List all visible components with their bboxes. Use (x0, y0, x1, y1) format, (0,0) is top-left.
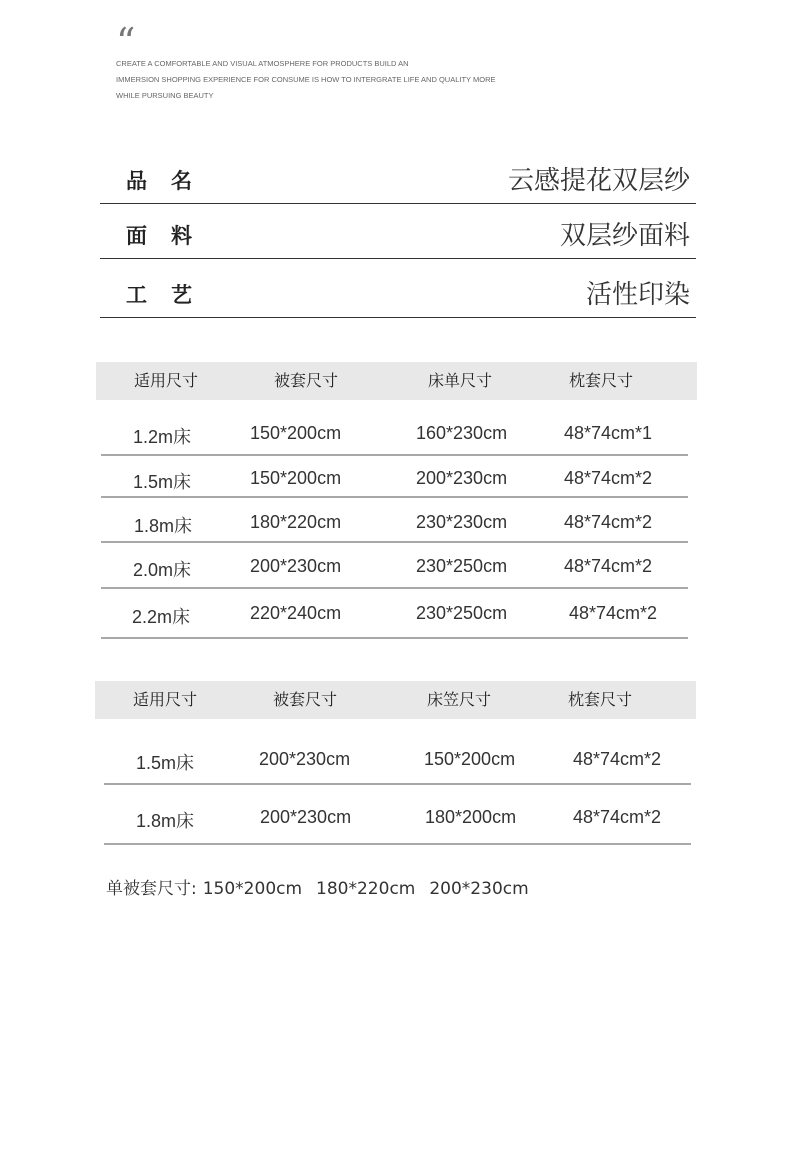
table-cell: 48*74cm*2 (564, 512, 653, 532)
spec-value: 云感提花双层纱 (507, 166, 690, 196)
spec-label: 品名 (126, 169, 216, 193)
column-header: 床笠尺寸 (427, 690, 492, 709)
table-cell: 220*240cm (250, 603, 342, 623)
table-cell: 160*230cm (416, 423, 508, 443)
intro-line: WHILE PURSUING BEAUTY (116, 91, 214, 100)
table-cell: 48*74cm*2 (564, 556, 653, 576)
table-cell: 180*200cm (425, 807, 517, 827)
table-cell: 200*230cm (250, 556, 342, 576)
table-cell: 200*230cm (260, 807, 352, 827)
table-cell: 180*220cm (250, 512, 342, 532)
table-cell: 2.2m床 (132, 607, 191, 627)
column-header: 床单尺寸 (428, 371, 493, 390)
spec-label: 面料 (126, 224, 216, 248)
table-cell: 48*74cm*2 (573, 749, 662, 769)
table-cell: 1.8m床 (134, 516, 193, 536)
table-row (101, 410, 688, 456)
quote-open-icon: “ (116, 20, 133, 64)
spec-row-craft (100, 258, 696, 318)
table-cell: 1.5m床 (136, 753, 195, 773)
table-cell: 230*230cm (416, 512, 508, 532)
column-header: 适用尺寸 (134, 371, 199, 390)
table-row (101, 498, 688, 543)
column-header: 枕套尺寸 (569, 371, 634, 390)
spec-row-fabric (100, 203, 696, 259)
table-cell: 48*74cm*2 (573, 807, 662, 827)
spec-value: 双层纱面料 (559, 221, 690, 251)
table-row (101, 589, 688, 639)
note-size: 200*230cm (429, 879, 529, 899)
intro-text (116, 56, 536, 104)
table-cell: 230*250cm (416, 603, 508, 623)
table-cell: 150*200cm (250, 468, 342, 488)
table-cell: 48*74cm*2 (564, 468, 653, 488)
table-cell: 150*200cm (250, 423, 342, 443)
spec-row-product-name (100, 150, 696, 204)
intro-line: IMMERSION SHOPPING EXPERIENCE FOR CONSUME IS HOW TO INTERGRATE LIFE AND QUALITY MORE (116, 75, 496, 84)
note-size: 150*200cm (202, 879, 303, 899)
column-header: 枕套尺寸 (568, 690, 633, 709)
single-duvet-sizes-note (106, 874, 543, 899)
table-cell: 1.2m床 (133, 427, 192, 447)
size-table-2-header (95, 681, 696, 719)
table-cell: 48*74cm*1 (564, 423, 653, 443)
spec-label: 工艺 (126, 283, 216, 307)
table-row (101, 456, 688, 498)
table-cell: 150*200cm (424, 749, 516, 769)
column-header: 适用尺寸 (133, 690, 198, 709)
table-cell: 1.5m床 (133, 472, 192, 492)
table-cell: 200*230cm (416, 468, 508, 488)
column-header: 被套尺寸 (273, 690, 338, 709)
table-cell: 200*230cm (259, 749, 351, 769)
table-cell: 1.8m床 (136, 811, 195, 831)
table-cell: 48*74cm*2 (569, 603, 658, 623)
table-row (104, 785, 691, 845)
table-row (104, 733, 691, 785)
column-header: 被套尺寸 (274, 371, 339, 390)
note-label: 单被套尺寸: (106, 879, 197, 899)
intro-line: CREATE A COMFORTABLE AND VISUAL ATMOSPHERE FOR PRODUCTS BUILD AN (116, 59, 409, 68)
spec-value: 活性印染 (585, 280, 690, 310)
size-table-1-header (96, 362, 697, 400)
table-cell: 2.0m床 (133, 560, 192, 580)
note-size: 180*220cm (316, 879, 416, 899)
table-row (101, 543, 688, 589)
table-cell: 230*250cm (416, 556, 508, 576)
